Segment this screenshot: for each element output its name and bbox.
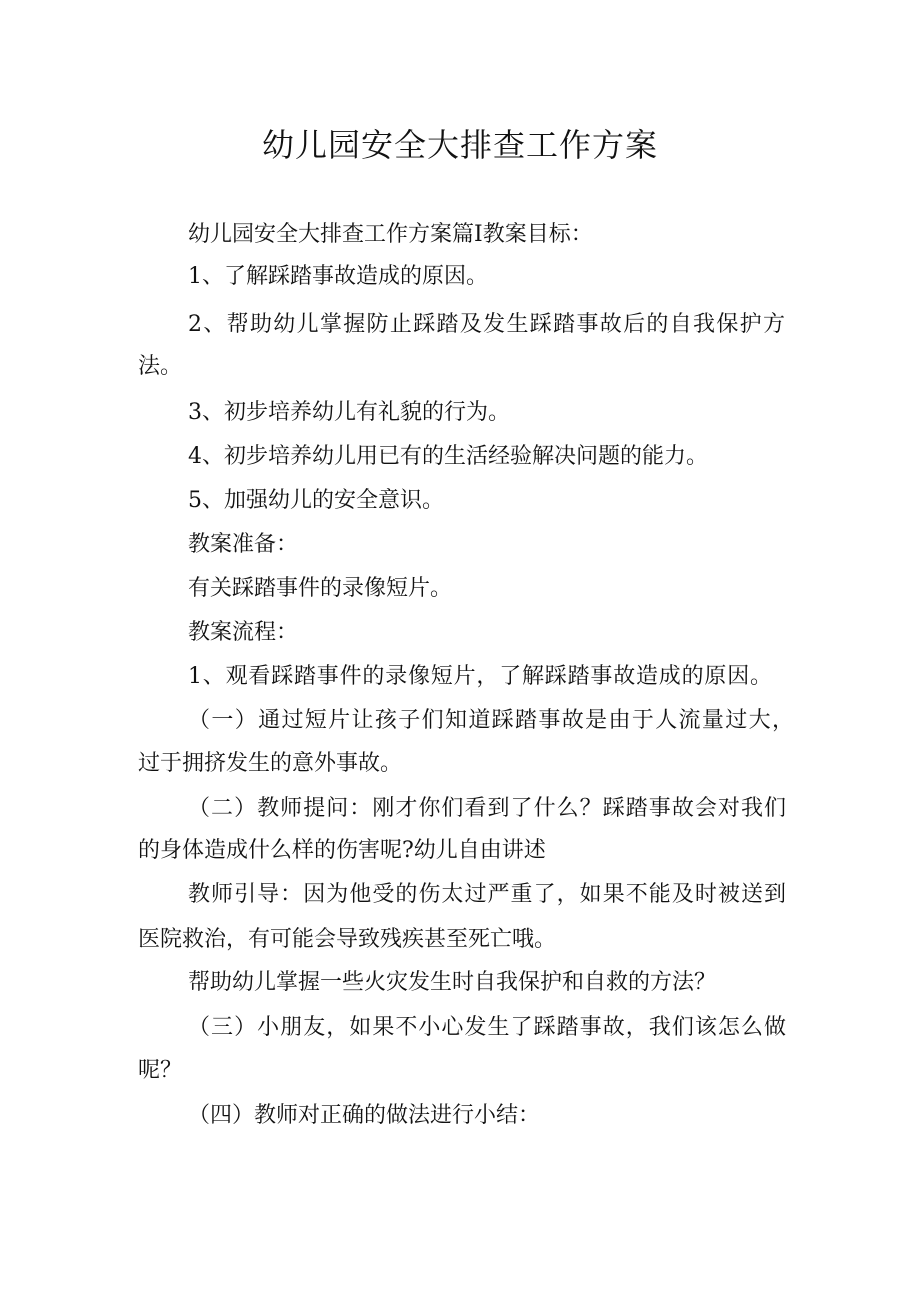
paragraph-line: 5、加强幼儿的安全意识。 [188,488,444,513]
paragraph-line: 的身体造成什么样的伤害呢?幼儿自由讲述 [138,838,546,863]
paragraph-line: （四）教师对正确的做法进行小结： [188,1103,541,1128]
paragraph-line: 有关踩踏事件的录像短片。 [188,576,453,601]
paragraph-line: （一）通过短片让孩子们知道踩踏事故是由于人流量过大， [188,708,794,733]
paragraph-line: 教案流程： [188,620,299,645]
paragraph-line: 3、初步培养幼儿有礼貌的行为。 [188,400,510,425]
paragraph-line: 幼儿园安全大排查工作方案篇Ⅰ教案目标： [188,222,593,247]
paragraph-line: （二）教师提问：刚才你们看到了什么？踩踏事故会对我们 [188,796,786,821]
paragraph-line: 教案准备： [188,532,299,557]
document-title: 幼儿园安全大排查工作方案 [261,126,658,164]
paragraph-line: 2、帮助幼儿掌握防止踩踏及发生踩踏事故后的自我保护方 [188,312,785,337]
paragraph-line: 法。 [138,354,183,379]
paragraph-line: 医院救治，有可能会导致残疾甚至死亡哦。 [138,927,557,952]
paragraph-line: 过于拥挤发生的意外事故。 [138,751,403,776]
paragraph-line: （三）小朋友，如果不小心发生了踩踏事故，我们该怎么做 [188,1015,786,1040]
paragraph-line: 1、了解踩踏事故造成的原因。 [188,264,488,289]
paragraph-line: 帮助幼儿掌握一些火灾发生时自我保护和自救的方法？ [188,970,717,995]
paragraph-line: 教师引导：因为他受的伤太过严重了，如果不能及时被送到 [188,882,786,907]
paragraph-line: 4、初步培养幼儿用已有的生活经验解决问题的能力。 [188,444,708,469]
paragraph-line: 1、观看踩踏事件的录像短片，了解踩踏事故造成的原因。 [188,664,772,689]
paragraph-line: 呢？ [138,1058,183,1083]
